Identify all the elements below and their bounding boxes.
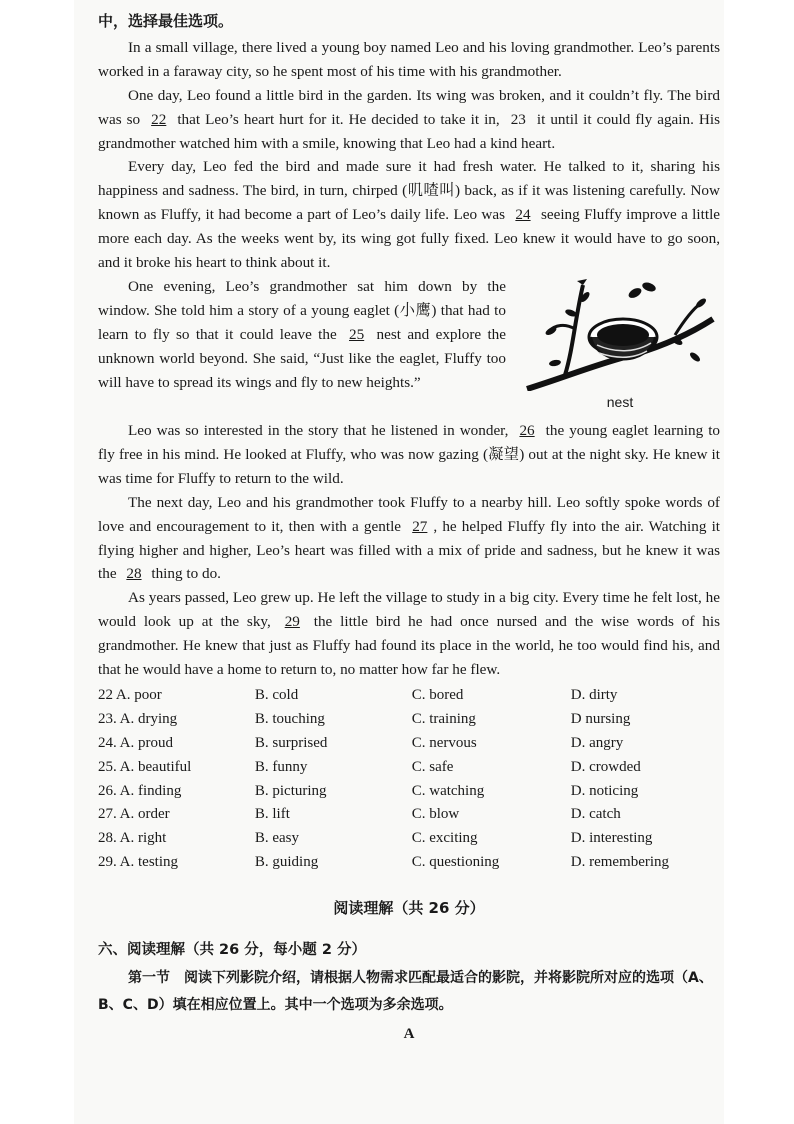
option-d[interactable]: D. remembering [570, 854, 670, 871]
paragraph-text: As years passed, Leo grew up. He left the village to study in a big city. Every time he felt lost, he would look up at the sky, [98, 589, 720, 631]
paragraph-text: nest and explore the unknown world beyond. She said, “Just like the eaglet, Fluffy too will have to spread its wings and fly to new heights.” [98, 325, 506, 391]
option-d[interactable]: D nursing [570, 710, 631, 727]
option-d[interactable]: D. catch [570, 806, 621, 823]
option-a[interactable]: 26. A. finding [98, 782, 182, 799]
paragraph-text: it until it could fly again. His grandmother watched him with a smile, knowing that Leo had a kind heart. [98, 110, 720, 152]
option-c[interactable]: C. nervous [411, 734, 477, 751]
option-row-26 [98, 780, 720, 804]
paragraph-text: Leo was so interested in the story that he listened in wonder, [128, 421, 509, 439]
passage-paragraph-1 [98, 36, 720, 84]
option-row-24 [98, 732, 720, 756]
option-b[interactable]: B. cold [254, 686, 299, 703]
blank-23[interactable]: 23 [510, 110, 526, 128]
option-row-25 [98, 756, 720, 780]
option-b[interactable]: B. picturing [254, 782, 327, 799]
option-c[interactable]: C. training [411, 710, 476, 727]
option-d[interactable]: D. crowded [570, 758, 641, 775]
passage-paragraph-2 [98, 84, 720, 156]
option-c[interactable]: C. blow [411, 806, 460, 823]
leaf-icon [641, 281, 657, 293]
leaf-icon [688, 351, 701, 363]
option-row-23 [98, 708, 720, 732]
passage-paragraph-3 [98, 155, 720, 275]
option-a[interactable]: 23. A. drying [98, 710, 178, 727]
blank-25[interactable]: 25 [349, 325, 365, 343]
passage-paragraph-4-wrap [98, 275, 720, 419]
paragraph-text: One evening, Leo’s grandmother sat him down by the window. She told him a story of a young eaglet (小鹰) that had to learn to fly so that it could leave the [98, 277, 506, 343]
option-a[interactable]: 29. A. testing [98, 854, 179, 871]
option-c[interactable]: C. questioning [411, 854, 500, 871]
option-c[interactable]: C. bored [411, 686, 464, 703]
reading-section-title: 阅读理解（共 26 分） [333, 899, 485, 918]
blank-29[interactable]: 29 [284, 613, 300, 631]
part-label: A [403, 1026, 415, 1042]
reading-subtitle: 六、阅读理解（共 26 分，每小题 2 分） [98, 942, 366, 959]
option-c[interactable]: C. exciting [411, 830, 478, 847]
option-row-27 [98, 803, 720, 827]
option-b[interactable]: B. surprised [254, 734, 328, 751]
passage-paragraph-6 [98, 491, 720, 587]
paragraph-text: Every day, Leo fed the bird and made sure it had fresh water. He talked to it, sharing his happiness and sadness. The bird, in turn, chirped (叽喳叫) back, as if it was listening carefully. Now known as Fluffy, it had become a part of Leo’s daily life. Leo was [98, 158, 720, 224]
blank-24[interactable]: 24 [515, 206, 531, 224]
nest-illustration [525, 279, 715, 391]
paragraph-text: The next day, Leo and his grandmother took Fluffy to a nearby hill. Leo softly spoke words of love and encouragement to it, then with a gentle [98, 493, 720, 535]
option-a[interactable]: 28. A. right [98, 830, 167, 847]
option-d[interactable]: D. interesting [570, 830, 653, 847]
paragraph-text: seeing Fluffy improve a little more each day. As the weeks went by, its wing got fully fixed. Leo knew it would have to go soon, and it broke his heart to think about it. [98, 206, 721, 272]
option-a[interactable]: 27. A. order [98, 806, 170, 823]
reading-instruction: 第一节 阅读下列影院介绍，请根据人物需求匹配最适合的影院，并将影院所对应的选项（A、B、C、D）填在相应位置上。其中一个选项为多余选项。 [98, 970, 713, 1013]
option-a[interactable]: 22 A. poor [98, 686, 162, 703]
option-c[interactable]: C. safe [411, 758, 454, 775]
option-d[interactable]: D. angry [570, 734, 624, 751]
nest-figure [520, 279, 720, 419]
option-d[interactable]: D. noticing [570, 782, 639, 799]
blank-22[interactable]: 22 [151, 110, 167, 128]
leaf-icon [549, 359, 562, 367]
paragraph-text: the young eaglet learning to fly free in his mind. He looked at Fluffy, who was now gazing (凝望) out at the night sky. He knew it was time for Fluffy to return to the wild. [98, 421, 721, 487]
option-c[interactable]: C. watching [411, 782, 485, 799]
paragraph-text: In a small village, there lived a young boy named Leo and his loving grandmother. Leo’s parents worked in a faraway city, so he spent most of his time with his grandmother. [98, 38, 720, 80]
blank-27[interactable]: 27 [412, 517, 428, 535]
option-b[interactable]: B. touching [254, 710, 325, 727]
paragraph-text: that Leo’s heart hurt for it. He decided to take it in, [177, 110, 500, 128]
exam-page [74, 0, 724, 1124]
option-b[interactable]: B. easy [254, 830, 300, 847]
option-b[interactable]: B. lift [254, 806, 290, 823]
passage-paragraph-7 [98, 586, 720, 682]
option-b[interactable]: B. funny [254, 758, 308, 775]
leaf-icon [627, 286, 643, 300]
paragraph-text: thing to do. [151, 565, 221, 583]
paragraph-text: One day, Leo found a little bird in the garden. Its wing was broken, and it couldn’t fly. The bird was so [98, 86, 720, 128]
blank-28[interactable]: 28 [126, 565, 142, 583]
section-heading: 中，选择最佳选项。 [98, 12, 234, 30]
figure-caption: nest [606, 393, 634, 410]
paragraph-text: the little bird he had once nursed and the wise words of his grandmother. He knew that just as Fluffy had found its place in the world, he too would find his, and that he would have a home to return to, no matter how far he flew. [98, 613, 721, 679]
answer-options-table [98, 684, 720, 875]
passage-paragraph-5 [98, 419, 720, 491]
option-d[interactable]: D. dirty [570, 686, 618, 703]
option-a[interactable]: 25. A. beautiful [98, 758, 192, 775]
option-row-22 [98, 684, 720, 708]
option-b[interactable]: B. guiding [254, 854, 319, 871]
page-content [98, 8, 720, 1047]
option-row-28 [98, 827, 720, 851]
option-a[interactable]: 24. A. proud [98, 734, 173, 751]
option-row-29 [98, 851, 720, 875]
blank-26[interactable]: 26 [519, 421, 535, 439]
paragraph-text: , he helped Fluffy fly into the air. Watching it flying higher and higher, Leo’s heart was filled with a mix of pride and sadness, but he knew it was the [98, 517, 721, 583]
